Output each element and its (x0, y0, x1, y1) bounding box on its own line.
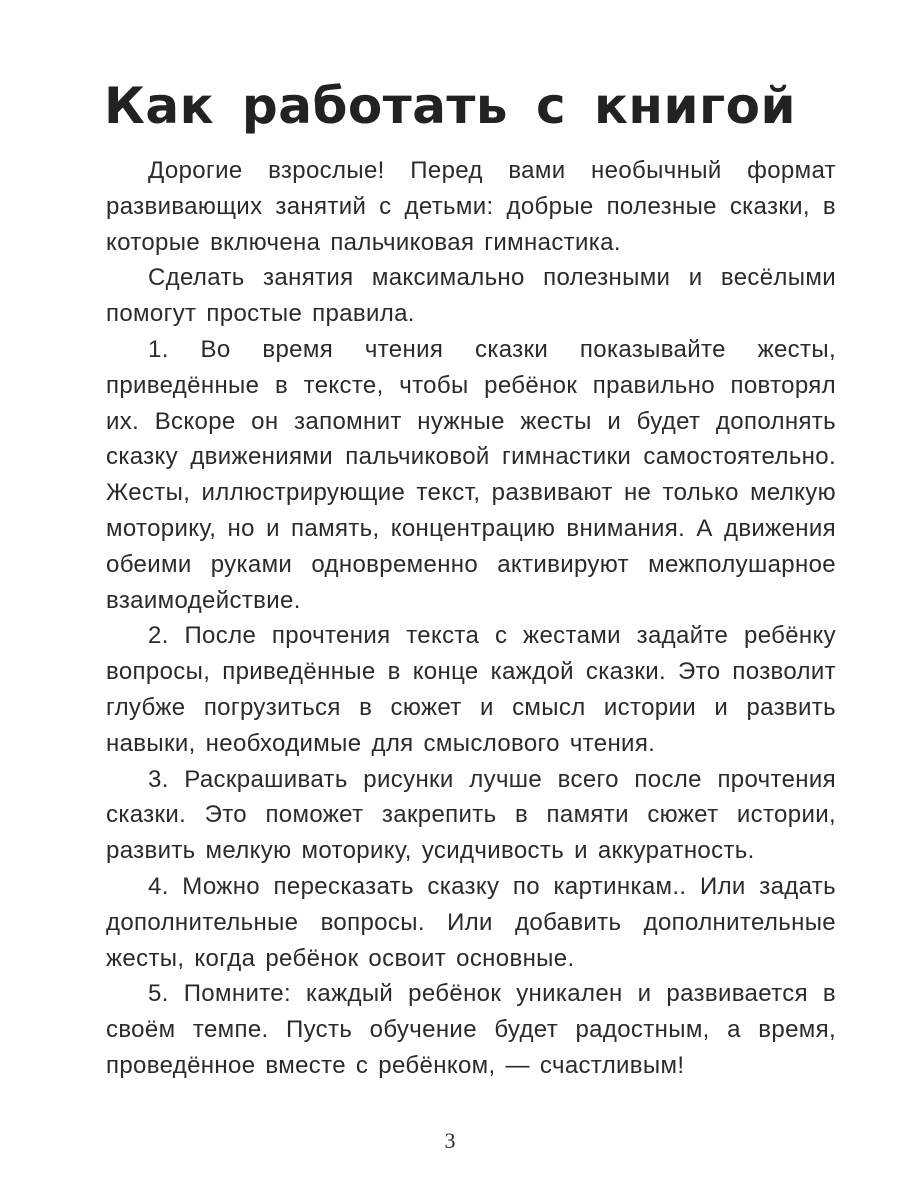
rule-5-paragraph: 5. Помните: каждый ребёнок уникален и развивается в своём темпе. Пусть обучение будет радостным, а время, проведённое вместе с ребёнком, — счастливым! (106, 980, 836, 1079)
intro-paragraph: Дорогие взрослые! Перед вами необычный формат развивающих занятий с детьми: добрые полезные сказки, в которые включена пальчиковая гимнастика. (106, 157, 836, 256)
page-number: 3 (444, 1128, 456, 1153)
page-title: Как работать с книгой (103, 77, 797, 135)
rules-intro-paragraph: Сделать занятия максимально полезными и весёлыми помогут простые правила. (106, 264, 836, 328)
rule-2-paragraph: 2. После прочтения текста с жестами задайте ребёнку вопросы, приведённые в конце каждой сказки. Это позволит глубже погрузиться в сюжет и смысл истории и развить навыки, необходимые для смыслового чтения. (106, 622, 836, 757)
body-text (106, 153, 836, 1084)
rule-3-paragraph: 3. Раскрашивать рисунки лучше всего после прочтения сказки. Это поможет закрепить в памяти сюжет истории, развить мелкую моторику, усидчивость и аккуратность. (106, 765, 836, 865)
rule-1-paragraph: 1. Во время чтения сказки показывайте жесты, приведённые в тексте, чтобы ребёнок правильно повторял их. Вскоре он запомнит нужные жесты и будет дополнять сказку движениями пальчиковой гимнастики самостоятельно. Жесты, иллюстрирующие текст, развивают не только мелкую моторику, но и память, концентрацию внимания. А движения обеими руками одновременно активируют межполушарное взаимодействие. (106, 335, 836, 614)
rule-4-paragraph: 4. Можно пересказать сказку по картинкам.. Или задать дополнительные вопросы. Или добавить дополнительные жесты, когда ребёнок освоит основные. (106, 872, 836, 972)
